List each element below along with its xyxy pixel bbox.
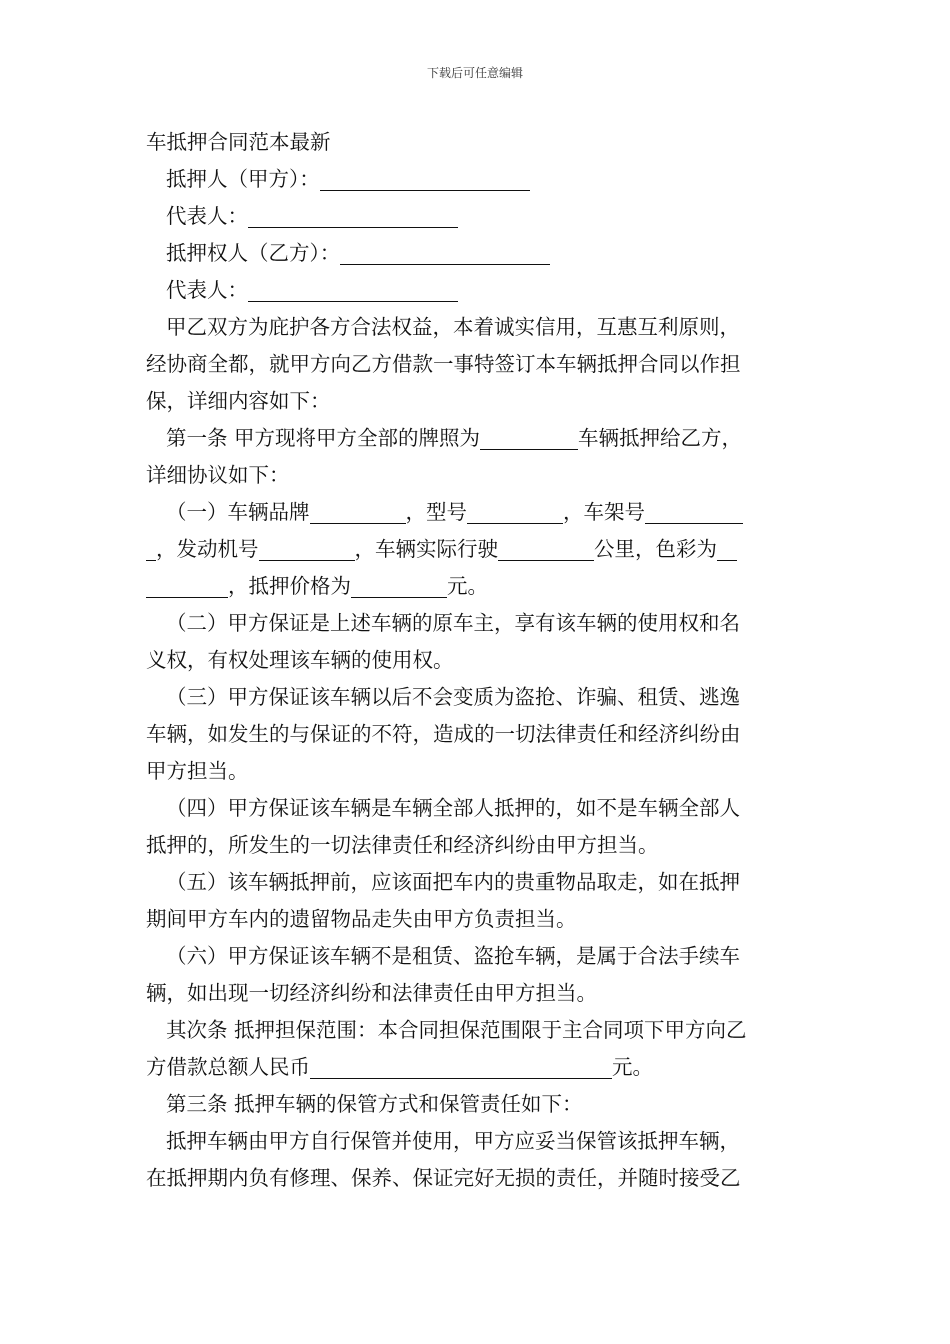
paragraph-line: （二）甲方保证是上述车辆的原车主，享有该车辆的使用权和名 [166,611,740,635]
plate-number-blank[interactable] [480,427,578,450]
paragraph-line: 其次条 抵押担保范围：本合同担保范围限于主合同项下甲方向乙 [166,1018,747,1042]
representative-a-label: 代表人： [166,204,248,228]
price-label: ，抵押价格为 [228,574,351,598]
chassis-label: ，车架号 [563,500,645,524]
paragraph-line: （四）甲方保证该车辆是车辆全部人抵押的，如不是车辆全部人 [166,796,740,820]
mileage-blank[interactable] [498,538,594,561]
vehicle-details-line-2 [146,531,806,568]
contract-body [146,124,806,1197]
mortgagee-field [146,235,806,272]
loan-amount-line [146,1049,806,1086]
paragraph-line: 第三条 抵押车辆的保管方式和保管责任如下： [166,1092,583,1116]
page-header: 下载后可任意编辑 [426,66,523,80]
mortgagee-blank[interactable] [340,242,550,265]
paragraph-line: 期间甲方车内的遗留物品走失由甲方负责担当。 [146,907,577,931]
paragraph-line: 辆，如出现一切经济纠纷和法律责任由甲方担当。 [146,981,597,1005]
article-1-text-end: 车辆抵押给乙方， [578,426,743,450]
loan-amount-label: 方借款总额人民币 [146,1055,310,1079]
mortgagor-blank[interactable] [320,168,530,191]
vehicle-details-line-1 [146,494,806,531]
price-blank[interactable] [351,575,447,598]
chassis-blank-cont[interactable] [146,538,156,561]
brand-label: （一）车辆品牌 [166,500,310,524]
mortgagee-label: 抵押权人（乙方）： [166,241,341,265]
paragraph-line: 经协商全都，就甲方向乙方借款一事特签订本车辆抵押合同以作担 [146,352,741,376]
paragraph-line: 详细协议如下： [146,463,290,487]
paragraph-line: 在抵押期内负有修理、保养、保证完好无损的责任，并随时接受乙 [146,1166,741,1190]
paragraph-line: 抵押的，所发生的一切法律责任和经济纠纷由甲方担当。 [146,833,659,857]
mortgagor-label: 抵押人（甲方）： [166,167,320,191]
loan-amount-unit: 元。 [612,1055,653,1079]
paragraph-line: 义权，有权处理该车辆的使用权。 [146,648,454,672]
color-blank[interactable] [717,538,737,561]
document-title: 车抵押合同范本最新 [146,130,331,154]
brand-blank[interactable] [310,501,406,524]
loan-amount-blank[interactable] [310,1056,612,1079]
representative-b-blank[interactable] [248,279,458,302]
chassis-blank[interactable] [645,501,743,524]
vehicle-details-line-3 [146,568,806,605]
mortgagor-field [146,161,806,198]
article-1-line [146,420,806,457]
paragraph-line: （五）该车辆抵押前，应该面把车内的贵重物品取走，如在抵押 [166,870,740,894]
paragraph-line: （六）甲方保证该车辆不是租赁、盗抢车辆，是属于合法手续车 [166,944,740,968]
paragraph-line: 甲方担当。 [146,759,249,783]
engine-label: ，发动机号 [156,537,259,561]
representative-a-field [146,198,806,235]
color-label: 公里，色彩为 [594,537,717,561]
representative-b-field [146,272,806,309]
paragraph-line: 抵押车辆由甲方自行保管并使用，甲方应妥当保管该抵押车辆， [166,1129,740,1153]
paragraph-line: 保，详细内容如下： [146,389,331,413]
article-1-text: 第一条 甲方现将甲方全部的牌照为 [166,426,481,450]
paragraph-line: 甲乙双方为庇护各方合法权益，本着诚实信用，互惠互利原则， [166,315,740,339]
paragraph-line: （三）甲方保证该车辆以后不会变质为盗抢、诈骗、租赁、逃逸 [166,685,740,709]
mileage-label: ，车辆实际行驶 [354,537,498,561]
representative-a-blank[interactable] [248,205,458,228]
color-blank-cont[interactable] [146,575,228,598]
price-unit: 元。 [447,574,488,598]
model-label: ，型号 [405,500,467,524]
representative-b-label: 代表人： [166,278,248,302]
paragraph-line: 车辆，如发生的与保证的不符，造成的一切法律责任和经济纠纷由 [146,722,741,746]
engine-blank[interactable] [259,538,355,561]
model-blank[interactable] [467,501,563,524]
